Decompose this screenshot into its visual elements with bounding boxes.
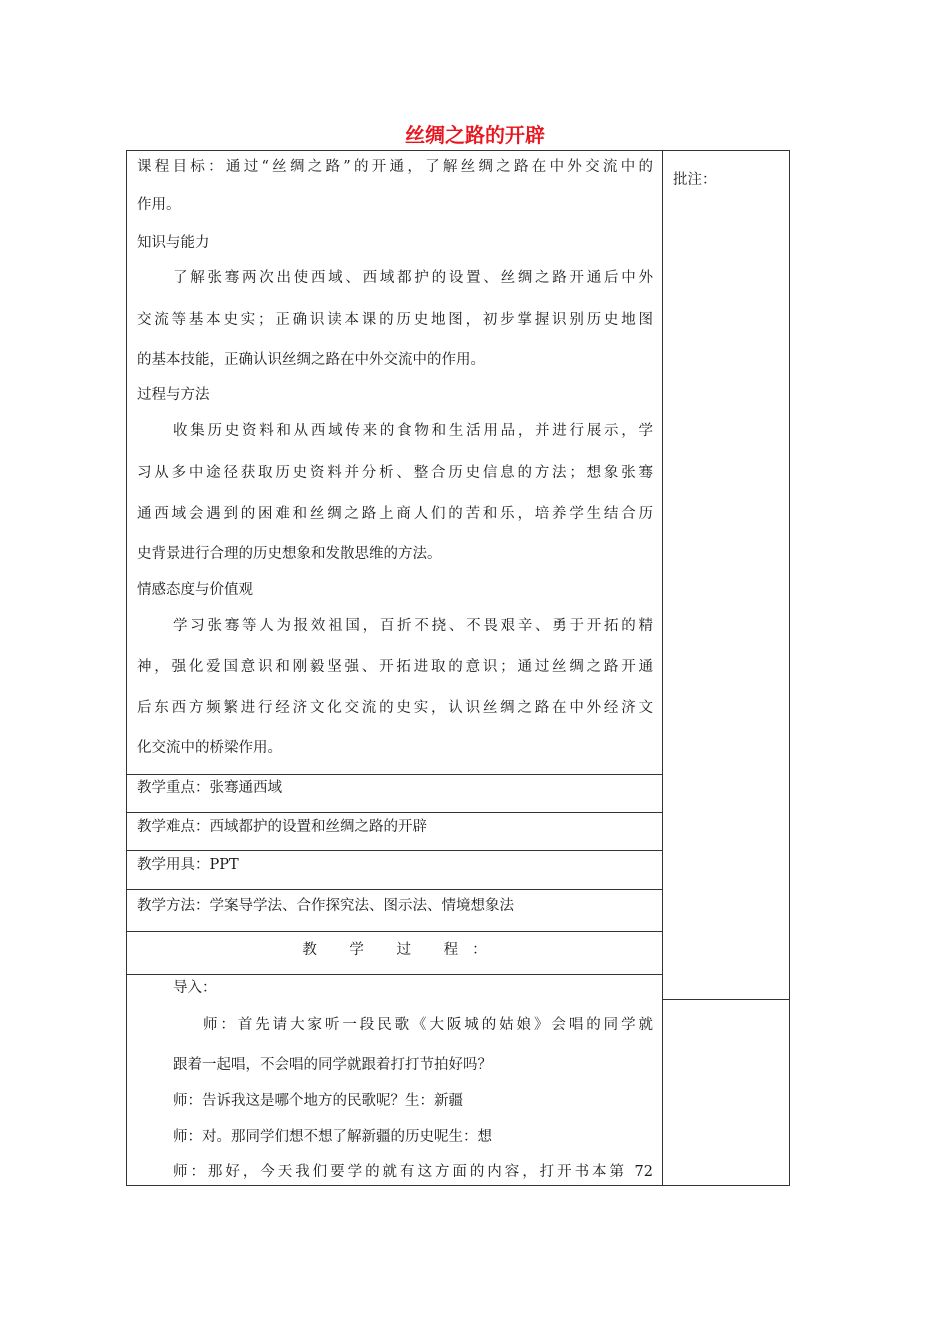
tools-text: 教学用具：PPT [137,857,239,873]
page-title: 丝绸之路的开辟 [405,123,545,147]
emotion-heading: 情感态度与价值观 [137,582,253,598]
annotation-divider [663,999,789,1000]
knowledge-heading: 知识与能力 [137,235,210,251]
intro-line-4: 师：对。那同学们想不想了解新疆的历史呢生：想 [173,1129,492,1145]
methods-row [127,890,662,932]
process-line-4: 史背景进行合理的历史想象和发散思维的方法。 [137,546,442,562]
process-title-row [127,932,662,975]
knowledge-line-2: 交流等基本史实；正确识读本课的历史地图，初步掌握识别历史地图 [137,312,653,328]
knowledge-line-1: 了解张骞两次出使西域、西域都护的设置、丝绸之路开通后中外 [173,270,653,286]
intro-line-5: 师：那好，今天我们要学的就有这方面的内容，打开书本第 72 [173,1164,653,1180]
process-line-3: 通西域会遇到的困难和丝绸之路上商人们的苦和乐，培养学生结合历 [137,506,653,522]
difficulty-text: 教学难点：西域都护的设置和丝绸之路的开辟 [137,819,427,835]
objectives-cell [127,151,662,775]
process-heading: 过程与方法 [137,387,210,403]
knowledge-line-3: 的基本技能，正确认识丝绸之路在中外交流中的作用。 [137,352,485,368]
intro-heading: 导入： [173,980,217,996]
key-point-text: 教学重点：张骞通西域 [137,780,282,796]
emotion-line-1: 学习张骞等人为报效祖国，百折不挠、不畏艰辛、勇于开拓的精 [173,618,653,634]
process-title: 教 学 过 程： [302,942,501,958]
intro-line-2: 跟着一起唱，不会唱的同学就跟着打打节拍好吗？ [173,1057,492,1073]
methods-text: 教学方法：学案导学法、合作探究法、图示法、情境想象法 [137,898,514,914]
tools-row [127,851,662,890]
intro-line-3: 师：告诉我这是哪个地方的民歌呢？生：新疆 [173,1093,463,1109]
annotation-column [663,151,789,1185]
emotion-line-2: 神，强化爱国意识和刚毅坚强、开拓进取的意识；通过丝绸之路开通 [137,659,653,675]
main-column [127,151,663,1185]
key-point-row [127,775,662,813]
difficulty-row [127,813,662,851]
intro-line-1: 师：首先请大家听一段民歌《大阪城的姑娘》会唱的同学就 [203,1017,653,1033]
annotation-label: 批注： [673,172,717,188]
emotion-line-3: 后东西方频繁进行经济文化交流的史实，认识丝绸之路在中外经济文 [137,700,653,716]
process-line-1: 收集历史资料和从西域传来的食物和生活用品，并进行展示，学 [173,423,653,439]
emotion-line-4: 化交流中的桥梁作用。 [137,740,282,756]
lesson-plan-table [126,150,790,1186]
process-line-2: 习从多中途径获取历史资料并分析、整合历史信息的方法；想象张骞 [137,465,653,481]
goal-line-2: 作用。 [137,197,181,213]
goal-line-1: 课程目标：通过“丝绸之路”的开通，了解丝绸之路在中外交流中的 [137,159,653,175]
intro-cell [127,975,662,1185]
